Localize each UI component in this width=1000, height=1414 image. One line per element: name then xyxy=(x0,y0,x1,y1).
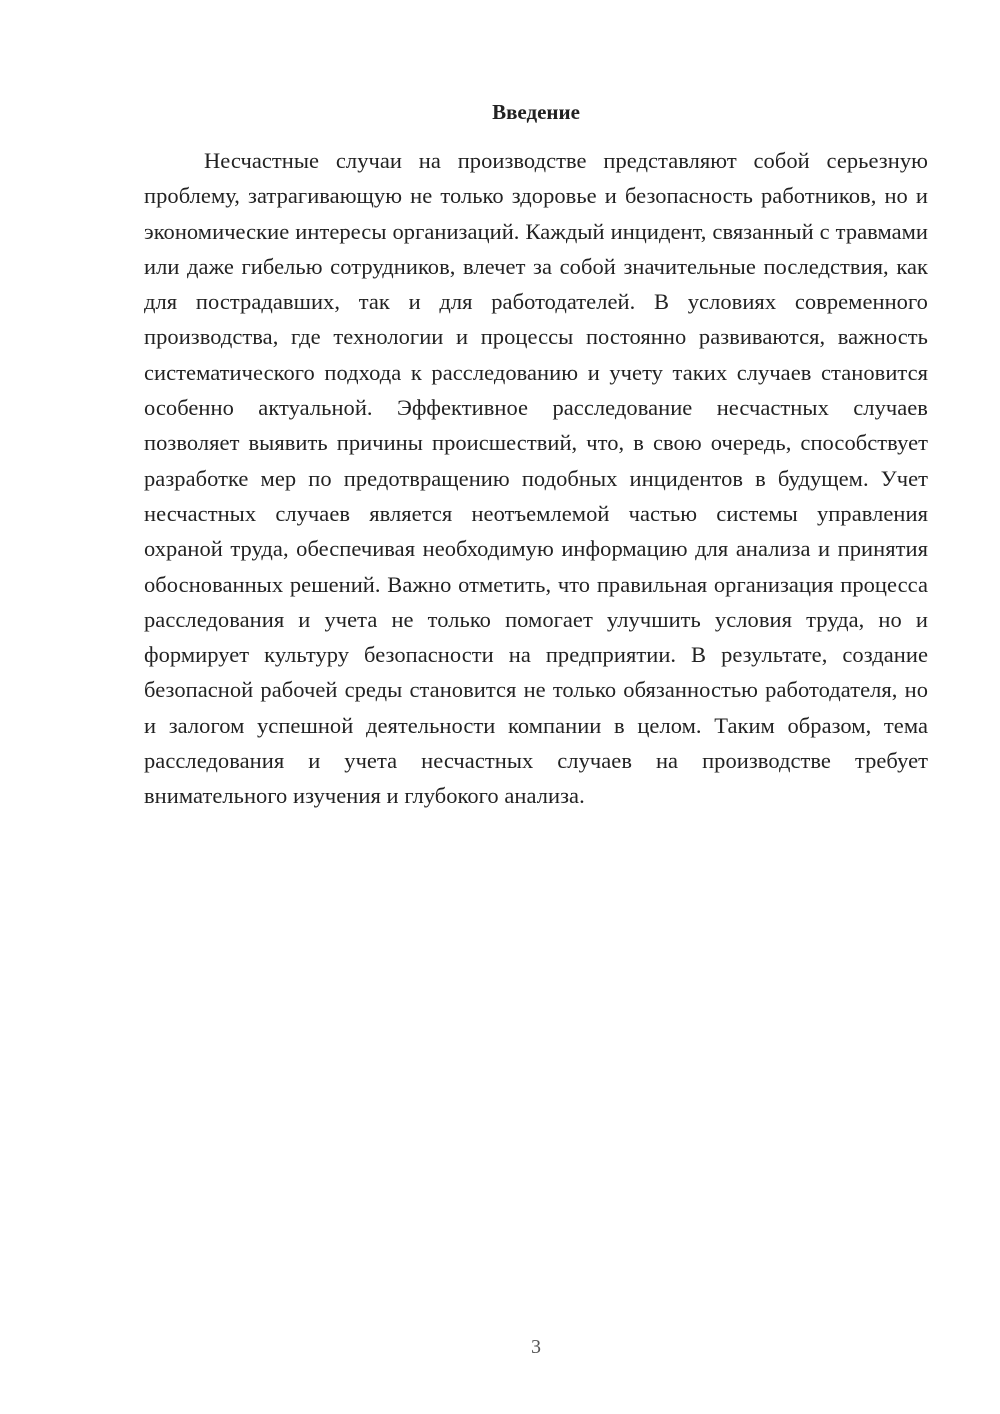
body-paragraph: Несчастные случаи на производстве представляют собой серьезную проблему, затрагивающую не только здоровье и безопасность работников, но и экономические интересы организаций. Каждый инцидент, связанный с травмами или даже гибелью сотрудников, влечет за собой значительные последствия, как для пострадавших, так и для работодателей. В условиях современного производства, где технологии и процессы постоянно развиваются, важность систематического подхода к расследованию и учету таких случаев становится особенно актуальной. Эффективное расследование несчастных случаев позволяет выявить причины происшествий, что, в свою очередь, способствует разработке мер по предотвращению подобных инцидентов в будущем. Учет несчастных случаев является неотъемлемой частью системы управления охраной труда, обеспечивая необходимую информацию для анализа и принятия обоснованных решений. Важно отметить, что правильная организация процесса расследования и учета не только помогает улучшить условия труда, но и формирует культуру безопасности на предприятии. В результате, создание безопасной рабочей среды становится не только обязанностью работодателя, но и залогом успешной деятельности компании в целом. Таким образом, тема расследования и учета несчастных случаев на производстве требует внимательного изучения и глубокого анализа. xyxy=(144,148,928,809)
page-number: 3 xyxy=(531,1336,541,1358)
section-heading: Введение xyxy=(492,100,580,124)
